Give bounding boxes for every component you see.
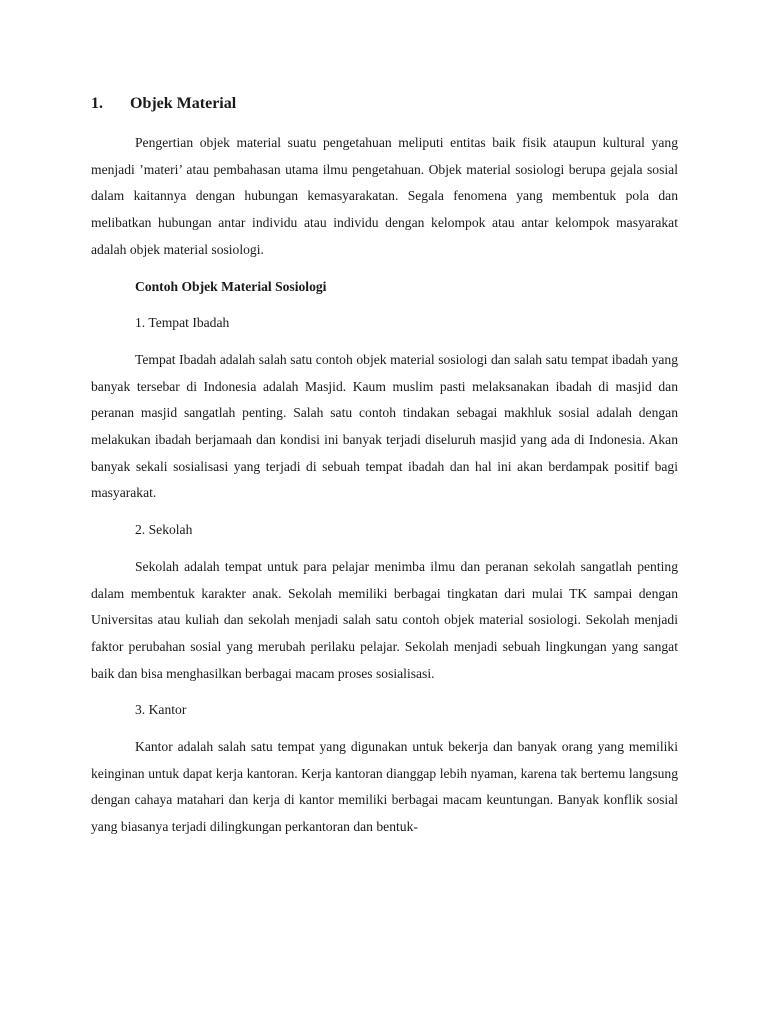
section-heading (91, 92, 678, 116)
item-paragraph-kantor: Kantor adalah salah satu tempat yang digunakan untuk bekerja dan banyak orang yang memiliki keinginan untuk dapat kerja kantoran. Kerja kantoran dianggap lebih nyaman, karena tak bertemu langsung dengan cahaya matahari dan kerja di kantor memiliki berbagai macam keuntungan. Banyak konflik sosial yang biasanya terjadi dilingkungan perkantoran dan bentuk- (91, 739, 678, 835)
document-page (91, 92, 678, 841)
section-title: Objek Material (130, 95, 237, 112)
item-label-sekolah: 2. Sekolah (135, 522, 193, 538)
item-paragraph-sekolah: Sekolah adalah tempat untuk para pelajar menimba ilmu dan peranan sekolah sangatlah penting dalam membentuk karakter anak. Sekolah memiliki berbagai tingkatan dari mulai TK sampai dengan Universitas atau kuliah dan sekolah menjadi salah satu contoh objek material sosiologi. Sekolah menjadi faktor perubahan sosial yang merubah perilaku pelajar. Sekolah menjadi sebuah lingkungan yang sangat baik dan bisa menghasilkan berbagai macam proses sosialisasi. (91, 558, 678, 681)
section-number: 1. (91, 95, 103, 112)
item-paragraph-tempat-ibadah: Tempat Ibadah adalah salah satu contoh objek material sosiologi dan salah satu tempat ibadah yang banyak tersebar di Indonesia adalah Masjid. Kaum muslim pasti melaksanakan ibadah di masjid dan peranan masjid sangatlah penting. Salah satu contoh tindakan sebagai makhluk sosial adalah dengan melakukan ibadah berjamaah dan kondisi ini banyak terjadi diseluruh masjid yang ada di Indonesia. Akan banyak sekali sosialisasi yang terjadi di sebuah tempat ibadah dan hal ini akan berdampak positif bagi masyarakat. (91, 351, 678, 501)
examples-heading: Contoh Objek Material Sosiologi (135, 278, 327, 294)
item-label-kantor: 3. Kantor (135, 702, 187, 718)
intro-paragraph: Pengertian objek material suatu pengetahuan meliputi entitas baik fisik ataupun kultural yang menjadi ’materi’ atau pembahasan utama ilmu pengetahuan. Objek material sosiologi berupa gejala sosial dalam kaitannya dengan hubungan kemasyarakatan. Segala fenomena yang membentuk pola dan melibatkan hubungan antar individu atau individu dengan kelompok atau antar kelompok masyarakat adalah objek material sosiologi. (91, 135, 678, 257)
item-label-tempat-ibadah: 1. Tempat Ibadah (135, 315, 230, 331)
